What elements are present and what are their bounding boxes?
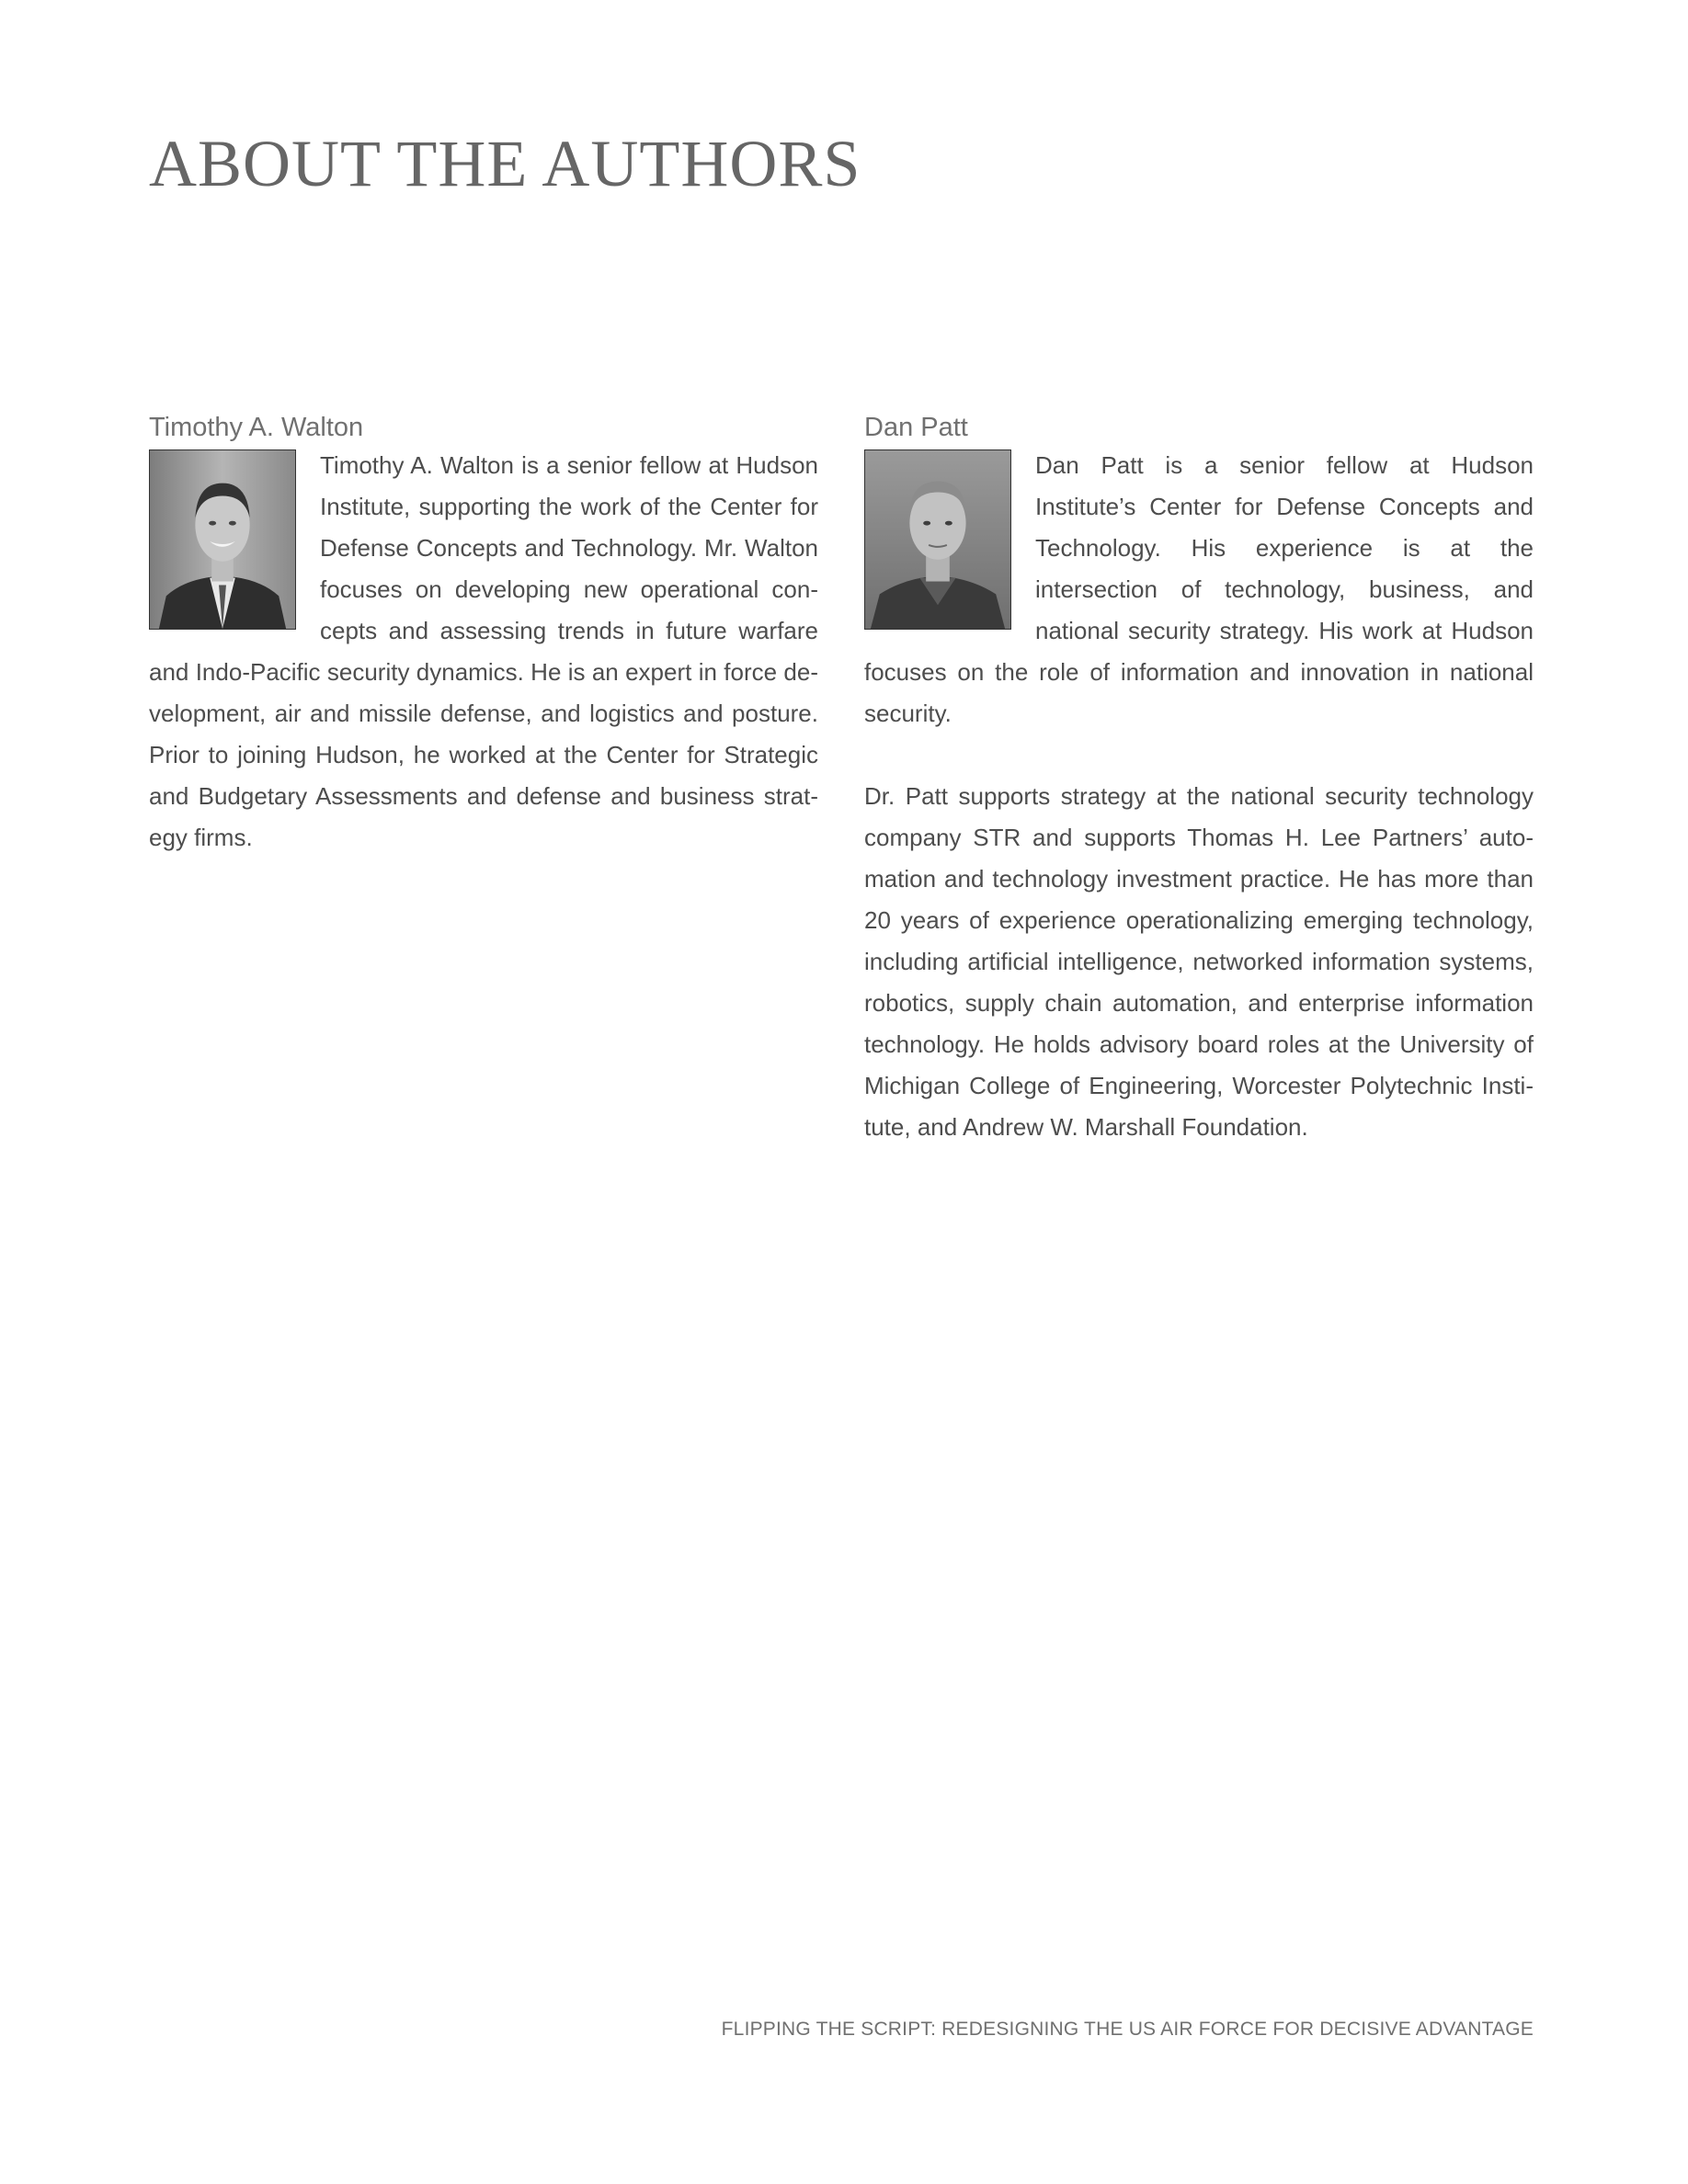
author-bio-walton [149, 412, 818, 859]
author-bio-paragraph: Timothy A. Walton is a senior fellow at Hudson Institute, supporting the work of the Center for Defense Concepts and Technology. Mr. Walton focuses on developing new operational concepts and assessing trends in future warfare and Indo-Pacific security dynamics. He is an expert in force development, air and missile defense, and logistics and posture. Prior to joining Hudson, he worked at the Center for Strategic and Budgetary Assessments and defense and business strategy firms. [149, 451, 818, 851]
author-portrait-photo [149, 449, 296, 630]
running-footer: FLIPPING THE SCRIPT: REDESIGNING THE US AIR FORCE FOR DECISIVE ADVANTAGE [721, 2019, 1534, 2040]
portrait-graphic [865, 450, 1010, 629]
page-title: ABOUT THE AUTHORS [149, 127, 861, 200]
author-bio-paragraph: Dr. Patt supports strategy at the national security technology company STR and supports Thomas H. Lee Partners’ automation and technology investment practice. He has more than 20 years of experience operationalizing emerging technology, including artificial intelligence, networked information systems, robotics, supply chain automation, and enterprise information technology. He holds advisory board roles at the University of Michigan College of Engineering, Worcester Polytechnic Institute, and Andrew W. Marshall Foundation. [864, 782, 1534, 1141]
author-bio-patt [864, 412, 1534, 1148]
author-bio-paragraph: Dan Patt is a senior fellow at Hudson Institute’s Center for Defense Concepts and Technology. His experience is at the intersection of technology, business, and national security strategy. His work at Hudson focuses on the role of information and innovation in national security. [864, 451, 1534, 727]
author-name: Timothy A. Walton [149, 413, 364, 442]
portrait-graphic [150, 450, 295, 629]
author-portrait-photo [864, 449, 1011, 630]
author-name: Dan Patt [864, 413, 968, 442]
